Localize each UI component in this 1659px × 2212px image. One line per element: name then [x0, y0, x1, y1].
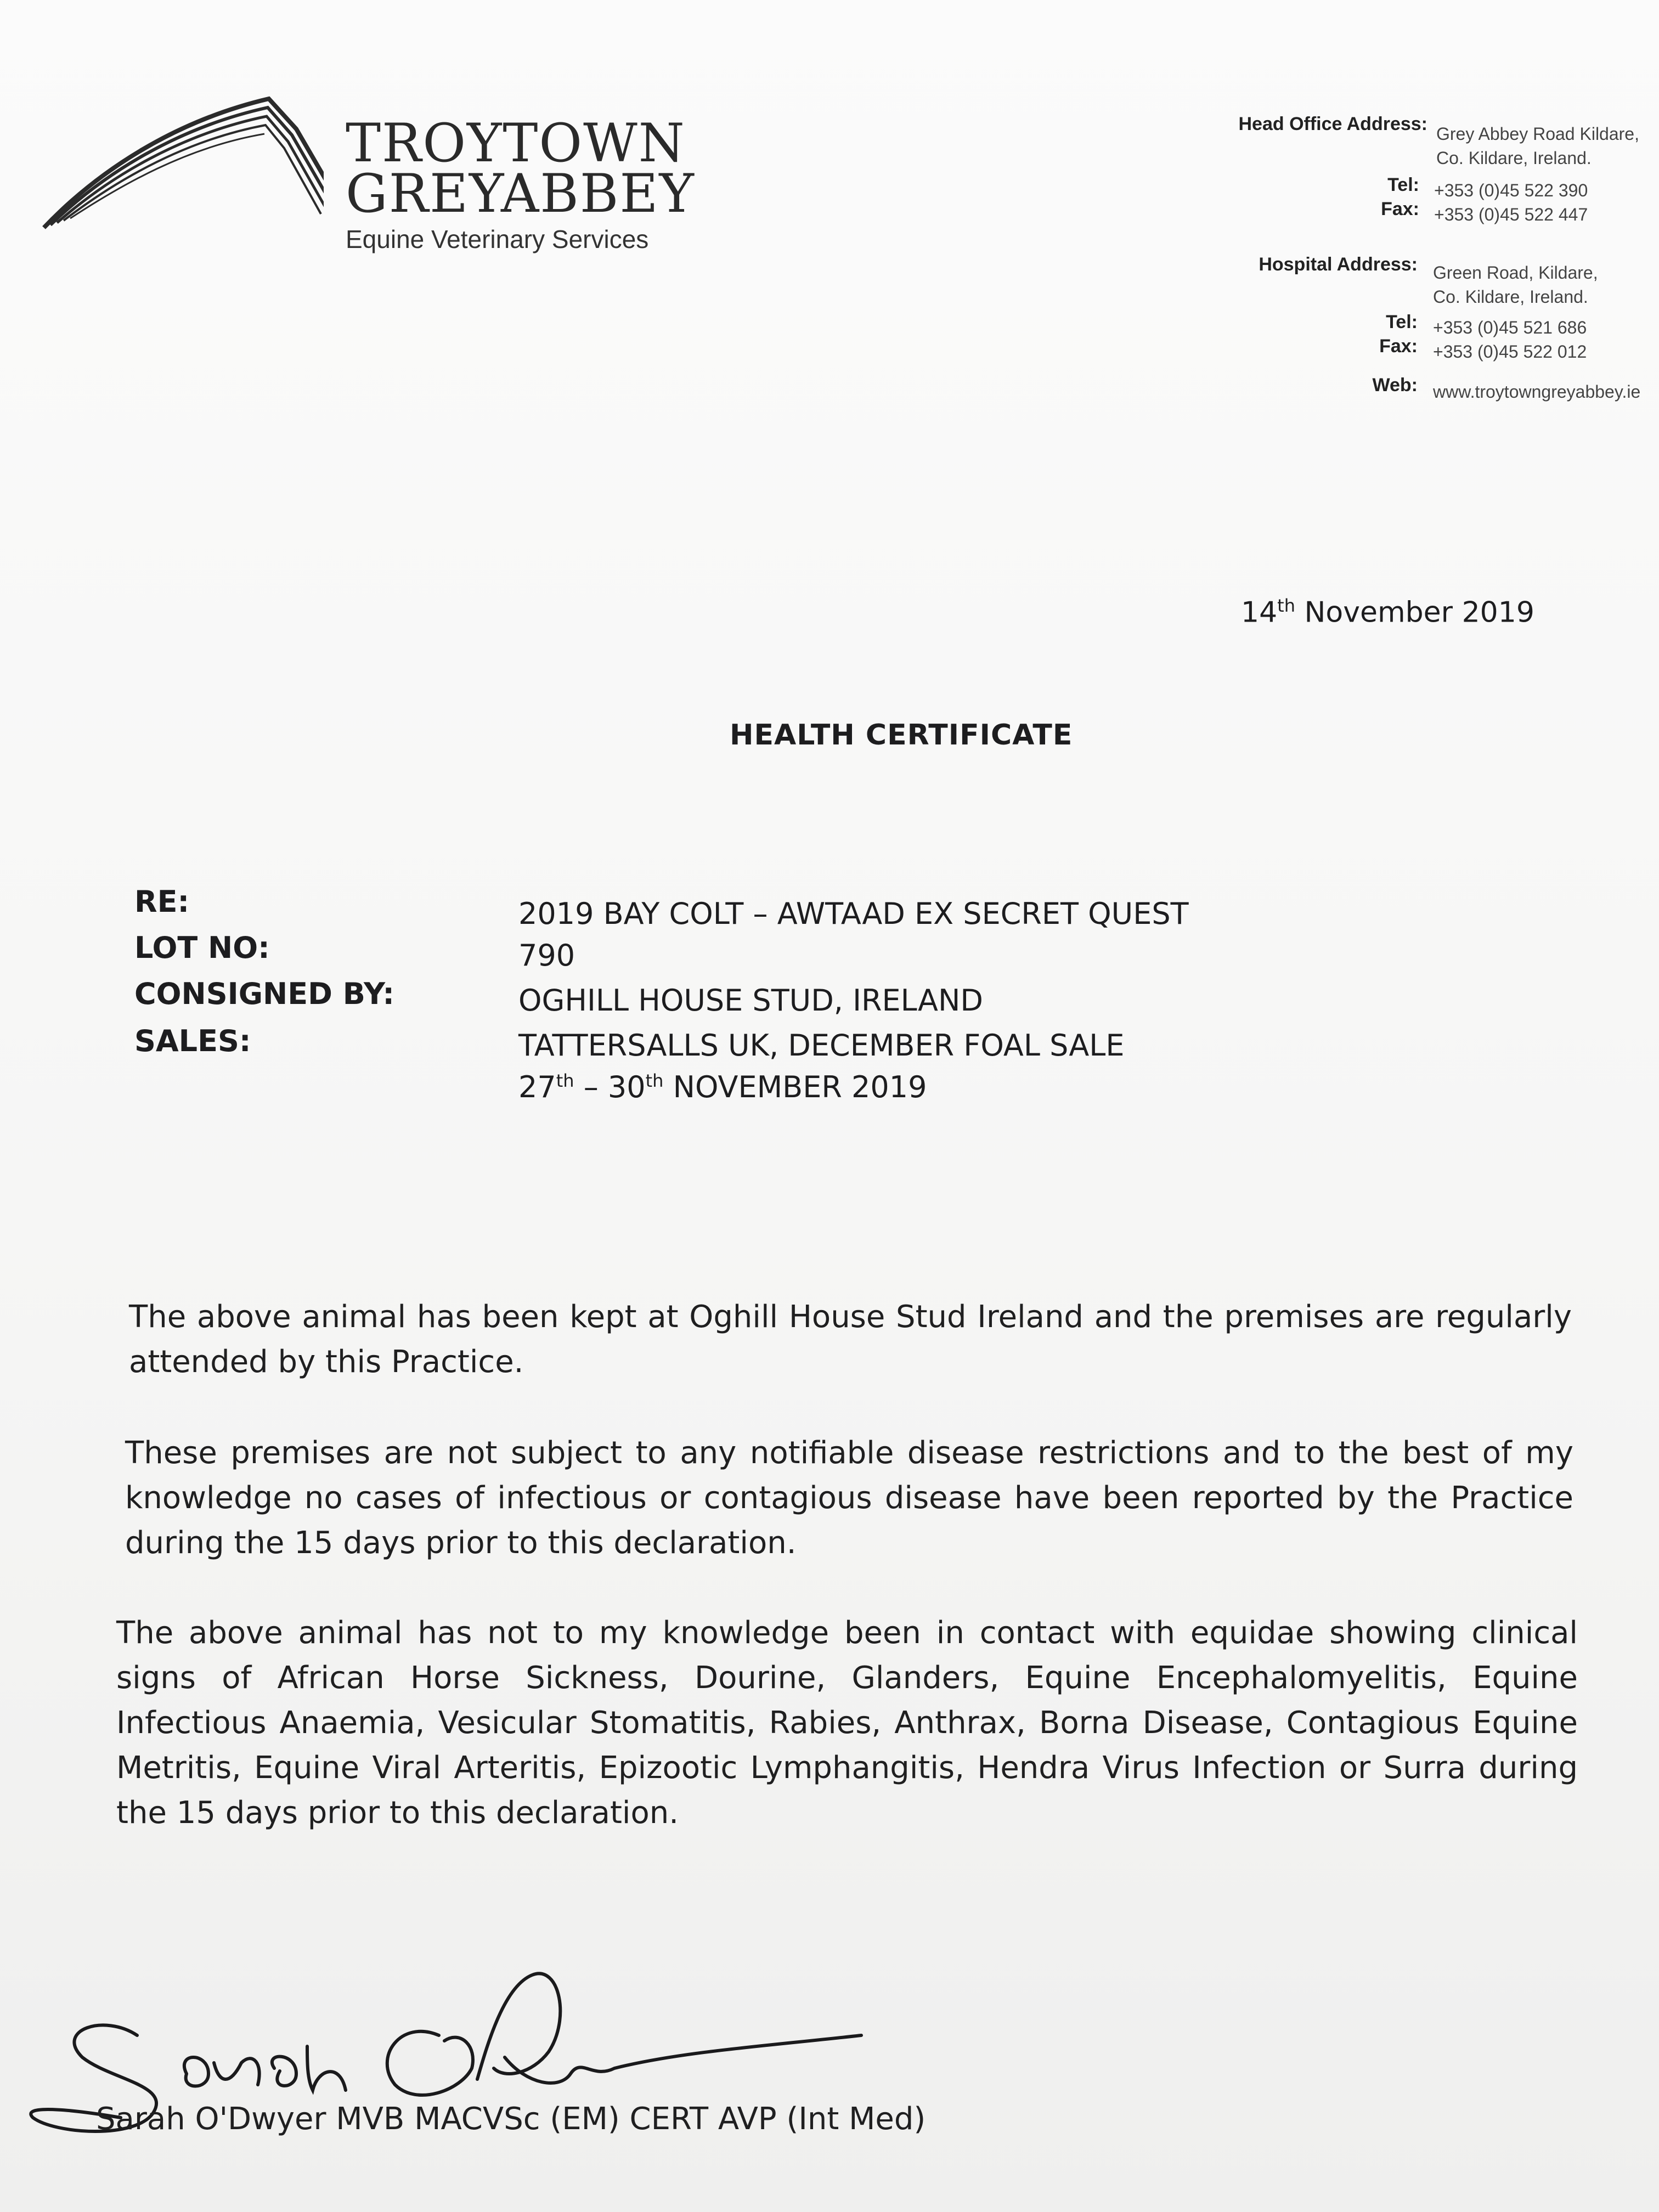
sales-date-end-suffix: th: [645, 1070, 664, 1091]
page-title: HEALTH CERTIFICATE: [730, 719, 1073, 752]
head-fax-value: +353 (0)45 522 447: [1434, 205, 1588, 224]
hospital-line2: Co. Kildare, Ireland.: [1433, 287, 1588, 307]
sales-dates: [518, 1070, 927, 1104]
brand-name-line1: TROYTOWN: [346, 112, 686, 174]
hospital-line1: Green Road, Kildare,: [1433, 263, 1598, 283]
head-tel-label: Tel:: [1387, 174, 1419, 195]
body-paragraph-1: The above animal has been kept at Oghill House Stud Ireland and the premises are regularly attended by this Practice.: [129, 1299, 1572, 1380]
body-paragraph-2: These premises are not subject to any notifiable disease restrictions and to the best of my knowledge no cases of infectious or contagious disease have been reported by the Practice during the 15 days prior to this declaration.: [125, 1435, 1573, 1561]
horse-swoosh-logo-icon: [38, 88, 324, 241]
head-fax-label: Fax:: [1381, 199, 1419, 219]
re-label: RE:: [134, 884, 190, 919]
lot-number-value: 790: [518, 938, 575, 973]
re-value: 2019 BAY COLT – AWTAAD EX SECRET QUEST: [518, 896, 1189, 931]
consigned-by-label: CONSIGNED BY:: [134, 977, 394, 1011]
lot-number-label: LOT NO:: [134, 930, 270, 965]
web-address: www.troytowngreyabbey.ie: [1433, 382, 1641, 402]
sales-value: TATTERSALLS UK, DECEMBER FOAL SALE: [518, 1028, 1125, 1063]
signatory-name: Sarah O'Dwyer MVB MACVSc (EM) CERT AVP (Int Med): [96, 2101, 926, 2137]
date-day-suffix: th: [1277, 595, 1295, 616]
brand-name-line2: GREYABBEY: [346, 163, 695, 224]
head-office-line2: Co. Kildare, Ireland.: [1436, 148, 1592, 168]
consigned-by-value: OGHILL HOUSE STUD, IRELAND: [518, 983, 983, 1018]
sales-date-start: 27: [518, 1070, 556, 1104]
date-month-year: November 2019: [1295, 596, 1534, 629]
hospital-fax-value: +353 (0)45 522 012: [1433, 342, 1587, 362]
head-office-line1: Grey Abbey Road Kildare,: [1436, 124, 1639, 144]
hospital-tel-label: Tel:: [1386, 312, 1418, 332]
web-label: Web:: [1372, 375, 1418, 396]
sales-label: SALES:: [134, 1024, 251, 1058]
hospital-address-label: Hospital Address:: [1259, 254, 1418, 275]
sales-date-end: – 30: [574, 1070, 646, 1104]
sales-date-start-suffix: th: [556, 1070, 574, 1091]
sales-date-month-year: NOVEMBER 2019: [663, 1070, 927, 1104]
letter-date: [1241, 595, 1534, 629]
body-paragraph-3: The above animal has not to my knowledge been in contact with equidae showing clinical signs of African Horse Sickness, Dourine, Glanders, Equine Encephalomyelitis, Equine Infectious Anaemia, Vesicular Stomatitis, Rabies, Anthrax, Borna Disease, Contagious Equine Metritis, Equine Viral Arteritis, Epizootic Lymphangitis, Hendra Virus Infection or Surra during the 15 days prior to this declaration.: [116, 1615, 1578, 1831]
date-day: 14: [1241, 596, 1278, 629]
brand-tagline: Equine Veterinary Services: [346, 225, 649, 253]
hospital-tel-value: +353 (0)45 521 686: [1433, 318, 1587, 337]
hospital-fax-label: Fax:: [1379, 336, 1418, 357]
brand-logo-text: [346, 112, 695, 254]
head-tel-value: +353 (0)45 522 390: [1434, 180, 1588, 200]
head-office-label: Head Office Address:: [1238, 114, 1427, 134]
